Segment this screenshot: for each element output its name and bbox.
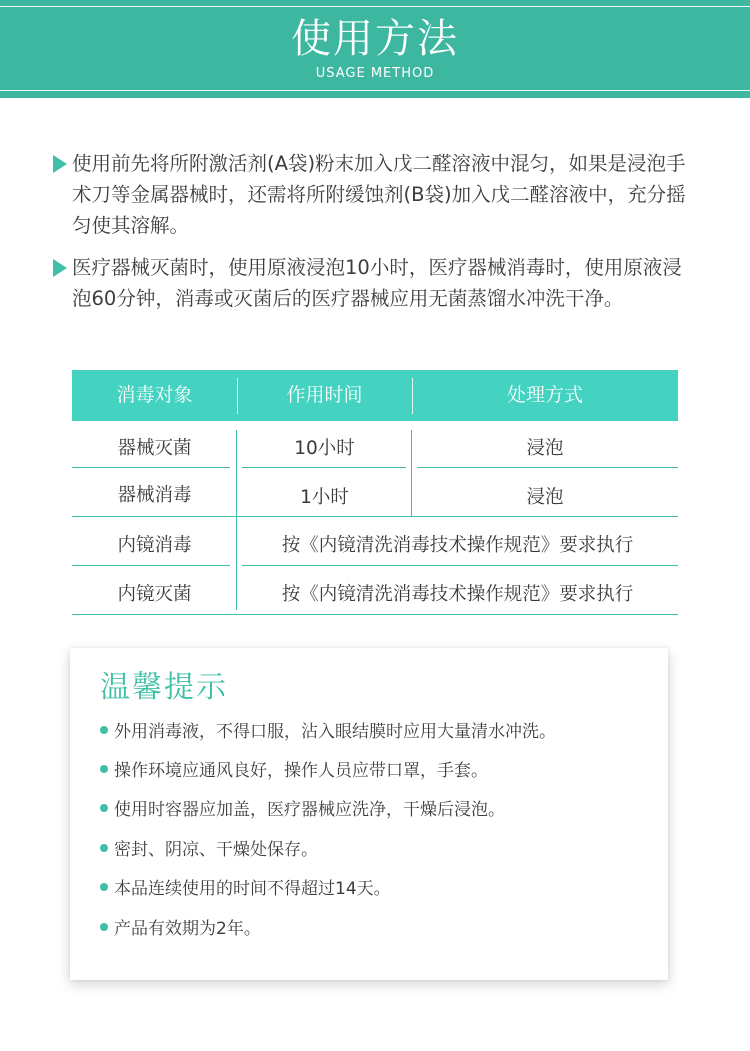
table-cell-merged: 按《内镜清洗消毒技术操作规范》要求执行 — [281, 584, 634, 605]
table-bottom-border — [72, 614, 678, 615]
tip-text: 本品连续使用的时间不得超过14天。 — [114, 879, 391, 899]
table-row-divider — [72, 467, 230, 468]
table-header-cell: 作用时间 — [286, 384, 363, 406]
bullet-dot-icon — [100, 844, 108, 852]
tip-item — [100, 877, 391, 901]
table-cell: 器械消毒 — [117, 485, 192, 506]
banner-divider-top — [0, 6, 750, 7]
table-column-divider — [236, 430, 237, 610]
bullet-dot-icon — [100, 726, 108, 734]
table-cell: 内镜消毒 — [117, 535, 192, 556]
tip-item — [100, 798, 505, 822]
banner-divider-bottom — [0, 90, 750, 91]
bullet-triangle-icon — [53, 259, 67, 277]
table-header-cell: 处理方式 — [506, 384, 583, 406]
instruction-paragraph: 医疗器械灭菌时，使用原液浸泡10小时，医疗器械消毒时，使用原液浸泡60分钟，消毒或灭菌后的医疗器械应用无菌蒸馏水冲洗干净。 — [72, 256, 682, 310]
tip-item — [100, 759, 488, 783]
tips-title: 温馨提示 — [100, 670, 228, 705]
tip-item — [100, 838, 318, 862]
page-subtitle: USAGE METHOD — [315, 66, 435, 81]
table-row-divider — [72, 565, 230, 566]
table-cell: 浸泡 — [526, 487, 564, 508]
table-cell-merged: 按《内镜清洗消毒技术操作规范》要求执行 — [281, 535, 634, 556]
page-title: 使用方法 — [291, 16, 459, 62]
bullet-dot-icon — [100, 883, 108, 891]
bullet-triangle-icon — [53, 155, 67, 173]
bullet-dot-icon — [100, 804, 108, 812]
disinfection-table — [72, 370, 678, 616]
tip-item — [100, 720, 556, 744]
table-row-divider — [417, 467, 678, 468]
tip-text: 产品有效期为2年。 — [114, 919, 261, 939]
instruction-paragraph: 使用前先将所附激活剂(A袋)粉末加入戊二醛溶液中混匀，如果是浸泡手术刀等金属器械时，还需将所附缓蚀剂(B袋)加入戊二醛溶液中，充分摇匀使其溶解。 — [72, 152, 686, 237]
tips-card — [70, 648, 668, 980]
bullet-dot-icon — [100, 923, 108, 931]
tip-text: 密封、阴凉、干燥处保存。 — [114, 840, 318, 860]
table-row-divider — [242, 467, 406, 468]
tip-text: 使用时容器应加盖，医疗器械应洗净，干燥后浸泡。 — [114, 800, 505, 820]
table-header-cell: 消毒对象 — [116, 384, 193, 406]
table-column-divider — [411, 430, 412, 516]
table-header — [72, 370, 678, 421]
tip-item — [100, 917, 261, 941]
tip-text: 操作环境应通风良好，操作人员应带口罩，手套。 — [114, 761, 488, 781]
table-cell: 浸泡 — [526, 438, 564, 459]
header-banner — [0, 0, 750, 98]
table-row-divider — [242, 565, 678, 566]
table-cell: 器械灭菌 — [117, 438, 192, 459]
bullet-dot-icon — [100, 765, 108, 773]
table-cell: 10小时 — [294, 438, 355, 459]
table-row-divider — [72, 516, 678, 517]
tip-text: 外用消毒液，不得口服，沾入眼结膜时应用大量清水冲洗。 — [114, 722, 556, 742]
table-cell: 内镜灭菌 — [117, 584, 192, 605]
table-cell: 1小时 — [300, 487, 349, 508]
